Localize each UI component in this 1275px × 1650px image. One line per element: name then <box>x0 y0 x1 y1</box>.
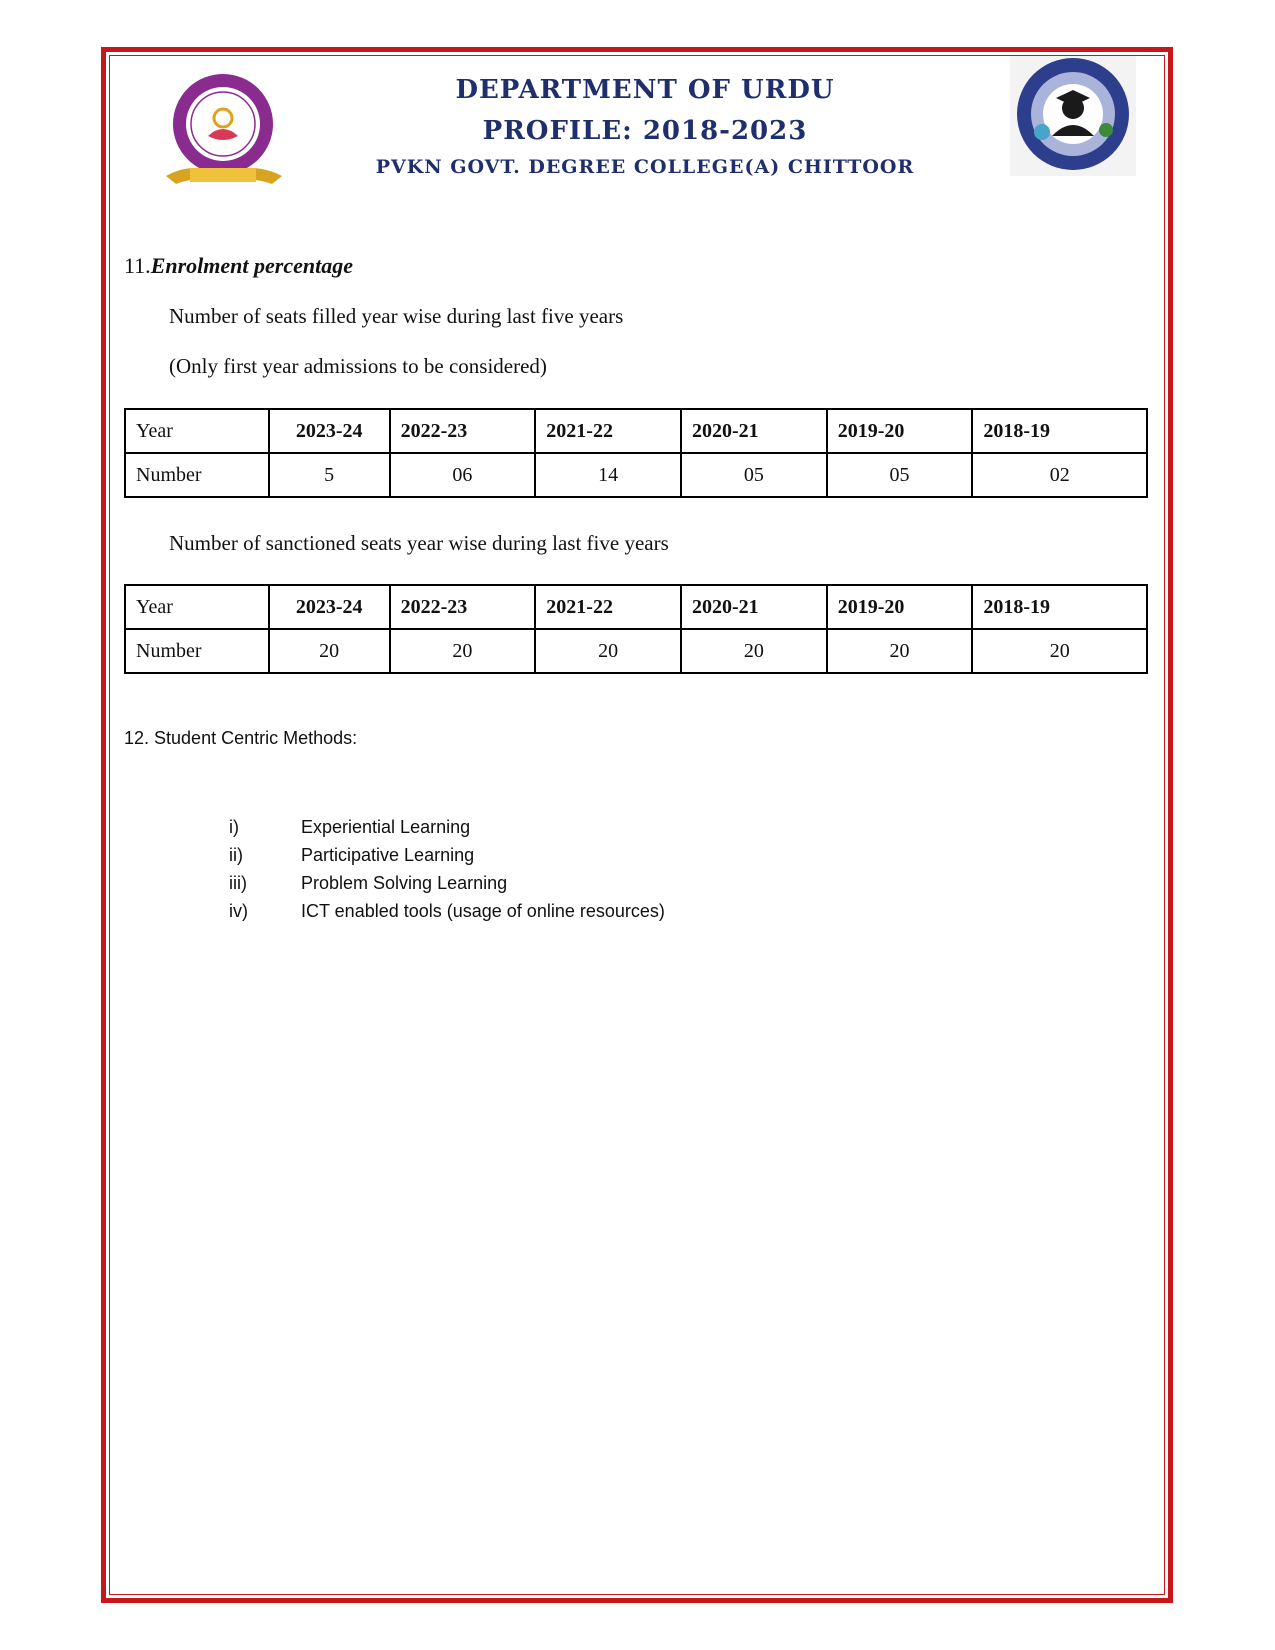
year-cell: 2021-22 <box>535 585 681 629</box>
year-cell: 2021-22 <box>535 409 681 453</box>
year-cell: 2019-20 <box>827 409 973 453</box>
row-label-number: Number <box>125 629 269 673</box>
year-cell: 2022-23 <box>390 409 536 453</box>
table-row <box>125 629 1147 673</box>
sanctioned-seats-caption: Number of sanctioned seats year wise during last five years <box>169 531 669 555</box>
college-seal-logo <box>160 72 290 200</box>
value-cell: 20 <box>390 629 536 673</box>
sanctioned-seats-table <box>124 584 1148 674</box>
list-item-number: iv) <box>229 901 248 921</box>
list-item-text: Participative Learning <box>301 845 475 865</box>
table-row <box>125 585 1147 629</box>
list-item-text: Problem Solving Learning <box>301 873 508 893</box>
list-item-number: iii) <box>229 873 247 893</box>
value-cell: 14 <box>535 453 681 497</box>
value-cell: 02 <box>972 453 1147 497</box>
section-12-heading: 12. Student Centric Methods: <box>124 728 358 748</box>
row-label-number: Number <box>125 453 269 497</box>
year-cell: 2022-23 <box>390 585 536 629</box>
filled-seats-caption: Number of seats filled year wise during last five years <box>169 304 624 328</box>
commissionerate-logo <box>1010 56 1136 176</box>
row-label-year: Year <box>125 409 269 453</box>
list-item-text: ICT enabled tools (usage of online resources) <box>301 901 665 921</box>
list-item <box>229 869 665 897</box>
year-cell: 2018-19 <box>972 409 1147 453</box>
value-cell: 20 <box>972 629 1147 673</box>
value-cell: 20 <box>535 629 681 673</box>
table-row <box>125 453 1147 497</box>
year-cell: 2019-20 <box>827 585 973 629</box>
value-cell: 20 <box>827 629 973 673</box>
list-item <box>229 841 665 869</box>
year-cell: 2023-24 <box>269 409 390 453</box>
section-number: 11. <box>124 253 151 278</box>
year-cell: 2020-21 <box>681 409 827 453</box>
list-item-number: i) <box>229 817 239 837</box>
value-cell: 20 <box>269 629 390 673</box>
college-name: PVKN GOVT. DEGREE COLLEGE(A) CHITTOOR <box>375 156 915 178</box>
value-cell: 05 <box>681 453 827 497</box>
value-cell: 05 <box>827 453 973 497</box>
year-cell: 2023-24 <box>269 585 390 629</box>
year-cell: 2020-21 <box>681 585 827 629</box>
value-cell: 20 <box>681 629 827 673</box>
list-item <box>229 897 665 925</box>
value-cell: 5 <box>269 453 390 497</box>
filled-seats-note: (Only first year admissions to be considered) <box>169 354 547 378</box>
value-cell: 06 <box>390 453 536 497</box>
student-centric-methods-list <box>229 813 665 925</box>
department-title: DEPARTMENT OF URDU <box>455 75 835 105</box>
year-cell: 2018-19 <box>972 585 1147 629</box>
filled-seats-table <box>124 408 1148 498</box>
list-item <box>229 813 665 841</box>
section-title: Enrolment percentage <box>150 253 353 278</box>
section-11-heading <box>124 253 353 279</box>
list-item-text: Experiential Learning <box>301 817 471 837</box>
profile-period: PROFILE: 2018-2023 <box>482 116 808 146</box>
row-label-year: Year <box>125 585 269 629</box>
table-row <box>125 409 1147 453</box>
list-item-number: ii) <box>229 845 243 865</box>
